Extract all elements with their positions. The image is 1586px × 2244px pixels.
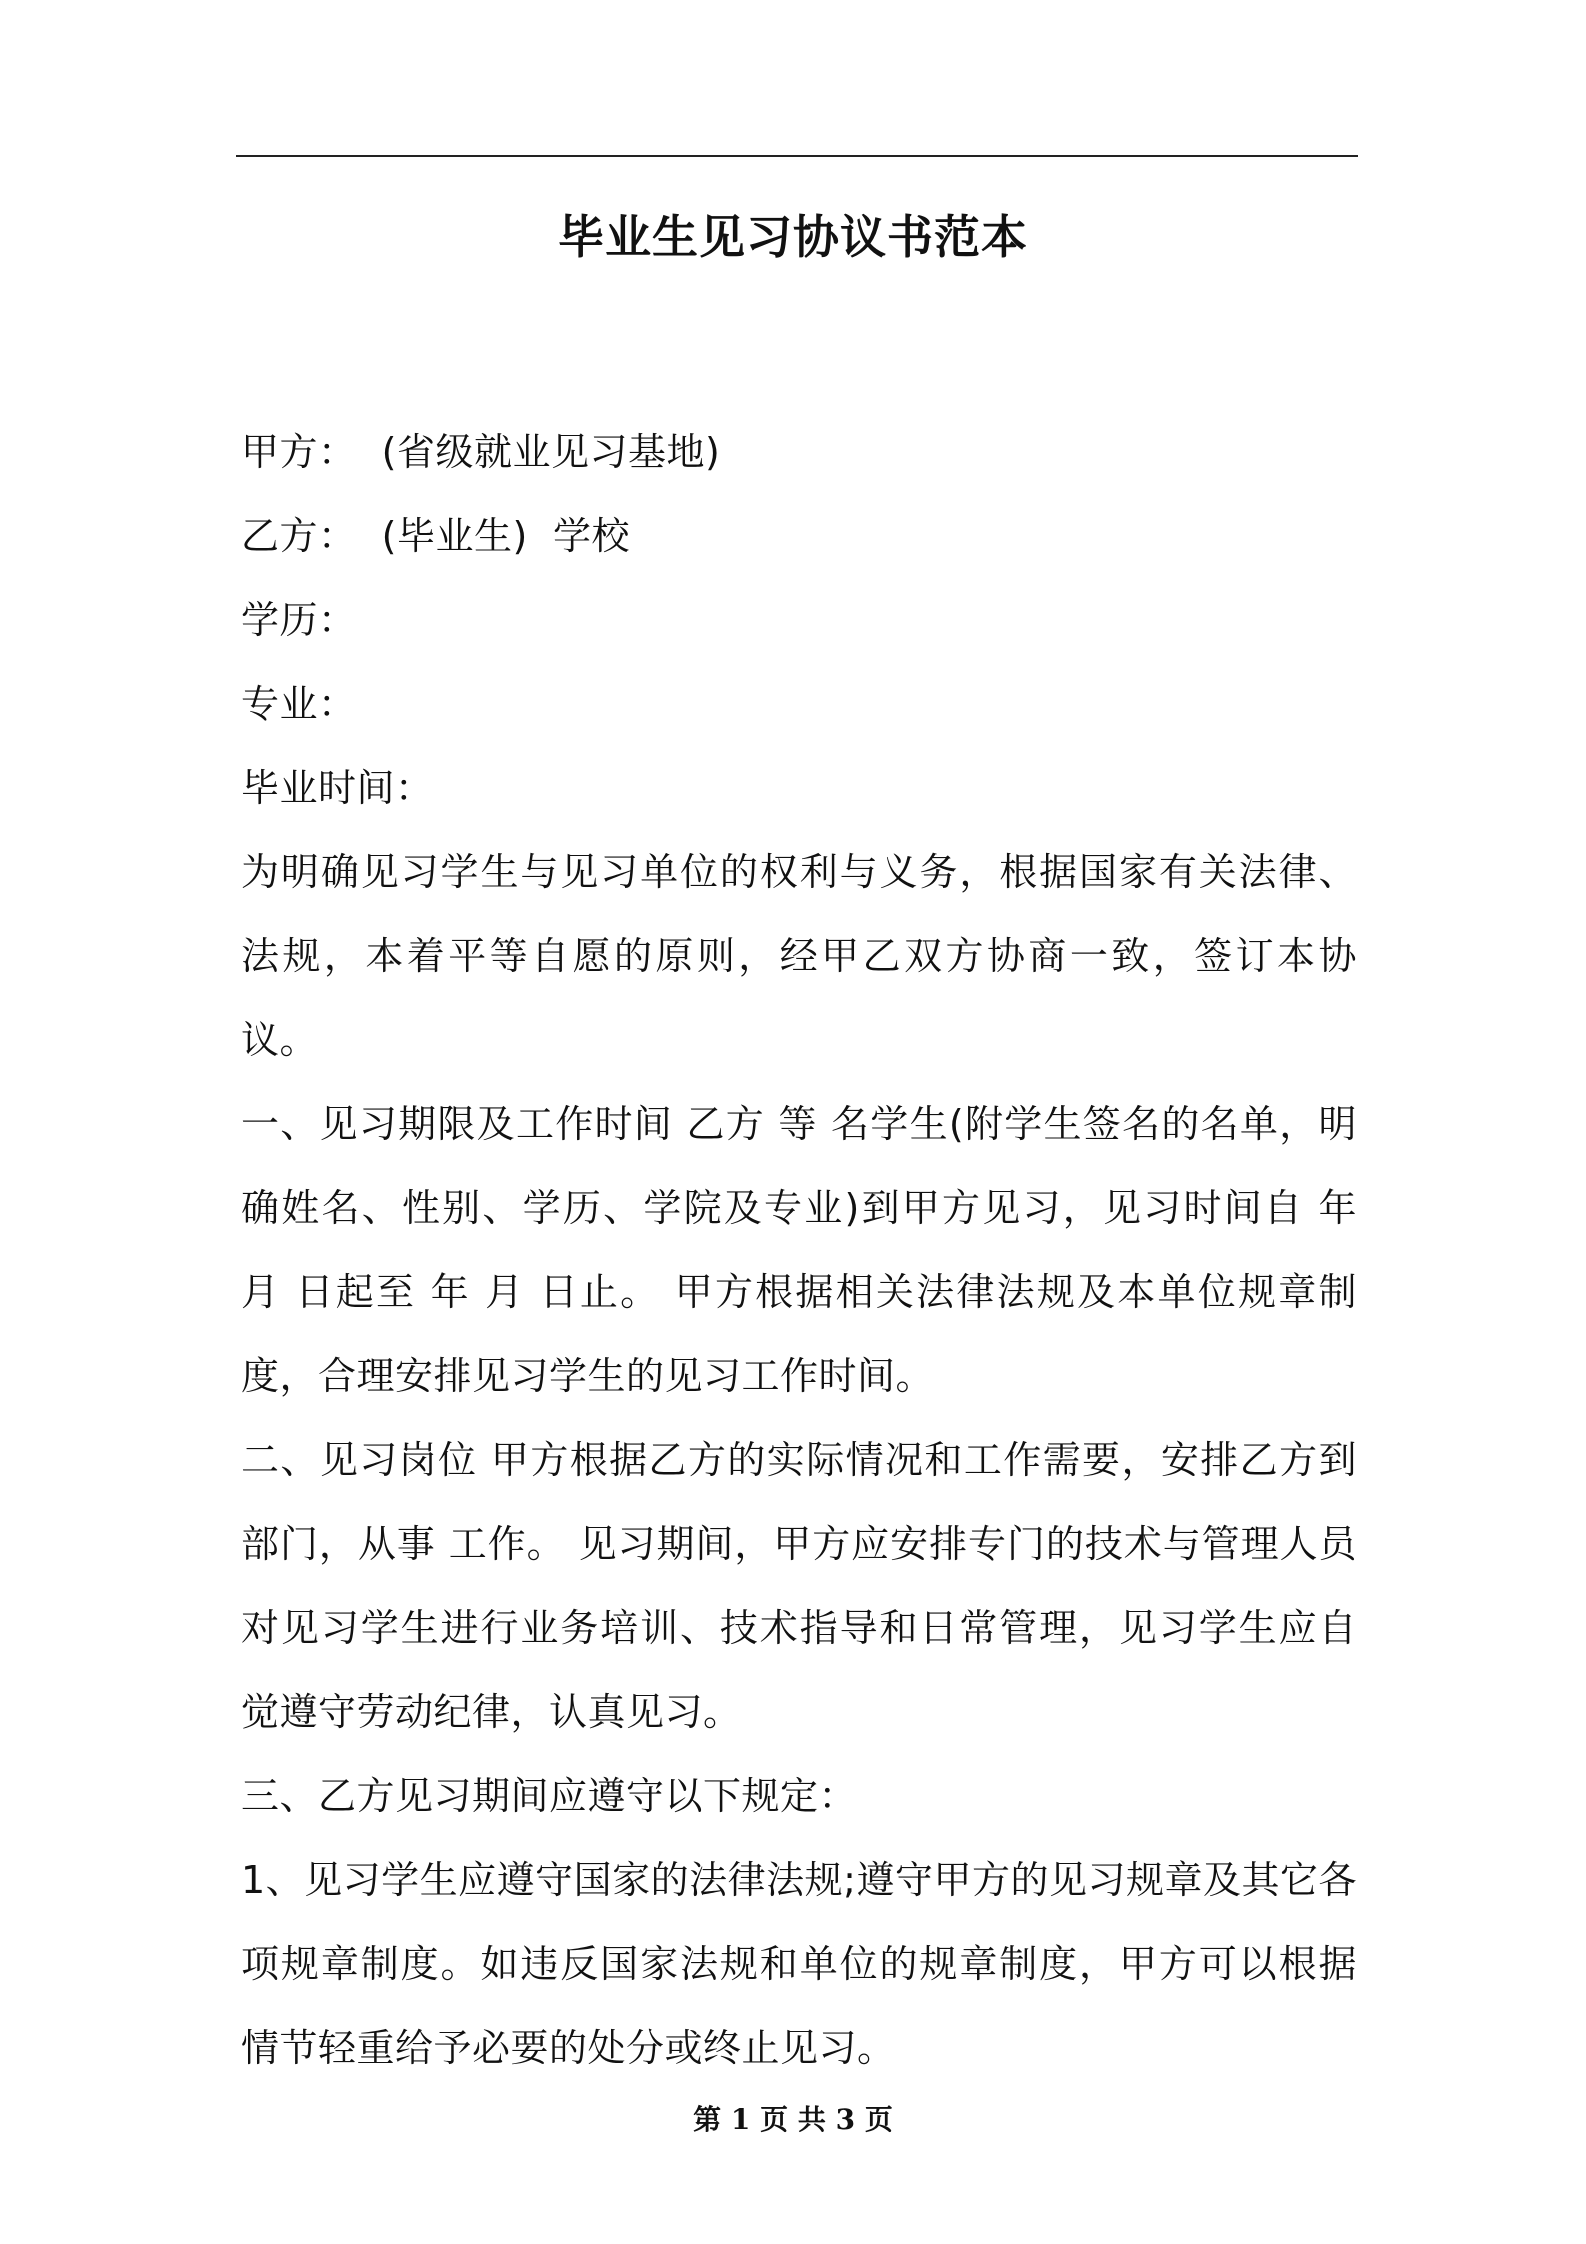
header-rule xyxy=(236,155,1358,157)
document-body xyxy=(241,410,1357,2090)
major-field: 专业： xyxy=(241,682,357,726)
graduation-time-field: 毕业时间： xyxy=(241,766,434,810)
document-title: 毕业生见习协议书范本 xyxy=(558,210,1028,264)
party-a-field: 甲方： (省级就业见习基地) xyxy=(241,430,721,474)
page-number-footer: 第 1 页 共 3 页 xyxy=(693,2103,893,2136)
clause-3-heading: 三、乙方见习期间应遵守以下规定： xyxy=(241,1774,858,1818)
party-b-field: 乙方： (毕业生) 学校 xyxy=(241,514,630,558)
clause-1-paragraph: 一、见习期限及工作时间 乙方 等 名学生(附学生签名的名单，明确姓名、性别、学历、学院及专业)到甲方见习，见习时间自 年 月 日起至 年 月 日止。 甲方根据相关法律法规及本单位规章制度，合理安排见习学生的见习工作时间。 xyxy=(241,1102,1357,1398)
clause-2-paragraph: 二、见习岗位 甲方根据乙方的实际情况和工作需要，安排乙方到 部门，从事 工作。 见习期间，甲方应安排专门的技术与管理人员对见习学生进行业务培训、技术指导和日常管理，见习学生应自觉遵守劳动纪律，认真见习。 xyxy=(241,1438,1357,1734)
preamble-paragraph: 为明确见习学生与见习单位的权利与义务，根据国家有关法律、法规，本着平等自愿的原则，经甲乙双方协商一致，签订本协议。 xyxy=(241,850,1357,1062)
clause-3-item-1: 1、见习学生应遵守国家的法律法规;遵守甲方的见习规章及其它各项规章制度。如违反国家法规和单位的规章制度，甲方可以根据情节轻重给予必要的处分或终止见习。 xyxy=(241,1858,1357,2070)
education-field: 学历： xyxy=(241,598,357,642)
